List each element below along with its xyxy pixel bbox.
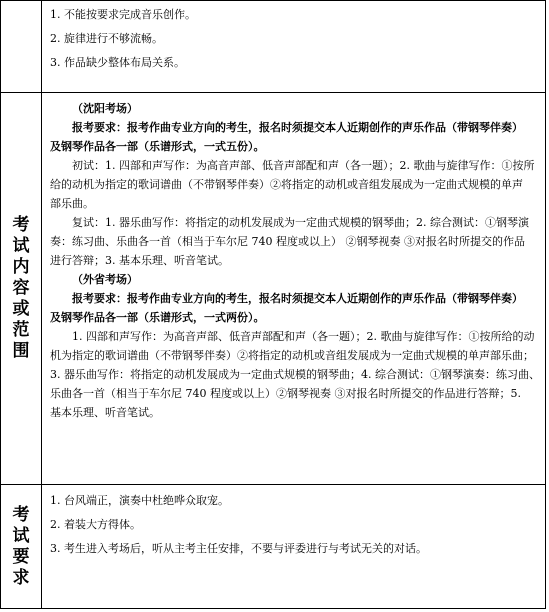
deficiency-item-1: 1. 不能按要求完成音乐创作。 xyxy=(50,8,196,21)
shenyang-requirement-line-2: 及钢琴作品各一部（乐谱形式，一式五份）。 xyxy=(50,140,265,153)
row-exam-requirements xyxy=(1,485,546,609)
requirements-label: 考试要求 xyxy=(12,504,30,588)
requirements-label-cell xyxy=(1,485,42,609)
scope-content-cell xyxy=(42,93,546,485)
deficiency-item-3: 3. 作品缺少整体布局关系。 xyxy=(50,56,185,69)
shenyang-first-round-line-2: 给的动机为指定的歌词谱曲（不带钢琴伴奏）②将指定的动机或音组发展成为一定曲式规模的单声 xyxy=(50,178,523,191)
shenyang-second-round-line-2: 奏：练习曲、乐曲各一首（相当于车尔尼 740 程度或以上） ②钢琴视奏 ③对报名时所提交的作品 xyxy=(50,235,525,248)
deficiency-item-2: 2. 旋律进行不够流畅。 xyxy=(50,32,163,45)
other-province-exam-line-1: 1. 四部和声写作：为高音声部、低音声部配和声（各一题）；2. 歌曲与旋律写作：①按所给的动 xyxy=(72,330,535,343)
shenyang-second-round-line-1: 复试：1. 器乐曲写作：将指定的动机发展成为一定曲式规模的钢琴曲；2. 综合测试：①钢琴演 xyxy=(72,216,529,229)
requirements-content-cell xyxy=(42,485,546,609)
deficiencies-cell xyxy=(42,1,546,93)
shenyang-second-round-line-3: 进行答辩；3. 基本乐理、听音笔试。 xyxy=(50,254,229,267)
scope-label: 考试内容或范围 xyxy=(12,215,30,361)
requirement-item-3: 3. 考生进入考场后，听从主考主任安排，不要与评委进行与考试无关的对话。 xyxy=(50,542,427,555)
other-province-exam-line-4: 乐曲各一首（相当于车尔尼 740 程度或以上）②钢琴视奏 ③对报名时所提交的作品进行答辩；5. xyxy=(50,387,521,400)
requirement-item-2: 2. 着装大方得体。 xyxy=(50,518,141,531)
shenyang-first-round-line-3: 部乐曲。 xyxy=(50,197,94,210)
empty-label-cell xyxy=(1,1,42,93)
other-province-exam-line-2: 机为指定的歌词谱曲（不带钢琴伴奏）②将指定的动机或音组发展成为一定曲式规模的单声部乐曲； xyxy=(50,349,534,362)
other-province-exam-line-5: 基本乐理、听音笔试。 xyxy=(50,406,160,419)
other-province-requirement-line-2: 及钢琴作品各一部（乐谱形式，一式两份）。 xyxy=(50,311,265,324)
requirement-item-1: 1. 台风端正，演奏中杜绝哗众取宠。 xyxy=(50,494,229,507)
shenyang-heading: （沈阳考场） xyxy=(72,102,138,115)
row-exam-scope xyxy=(1,93,546,485)
other-province-requirement-line-1: 报考要求：报考作曲专业方向的考生，报名时须提交本人近期创作的声乐作品（带钢琴伴奏） xyxy=(72,292,523,305)
shenyang-first-round-line-1: 初试：1. 四部和声写作：为高音声部、低音声部配和声（各一题）；2. 歌曲与旋律写作：①按所 xyxy=(72,159,535,172)
scope-label-cell xyxy=(1,93,42,485)
other-province-heading: （外省考场） xyxy=(72,273,138,286)
row-deficiencies xyxy=(1,1,546,93)
shenyang-requirement-line-1: 报考要求：报考作曲专业方向的考生，报名时须提交本人近期创作的声乐作品（带钢琴伴奏） xyxy=(72,121,523,134)
other-province-exam-line-3: 3. 器乐曲写作：将指定的动机发展成为一定曲式规模的钢琴曲；4. 综合测试：①钢琴演奏：练习曲、 xyxy=(50,368,540,381)
